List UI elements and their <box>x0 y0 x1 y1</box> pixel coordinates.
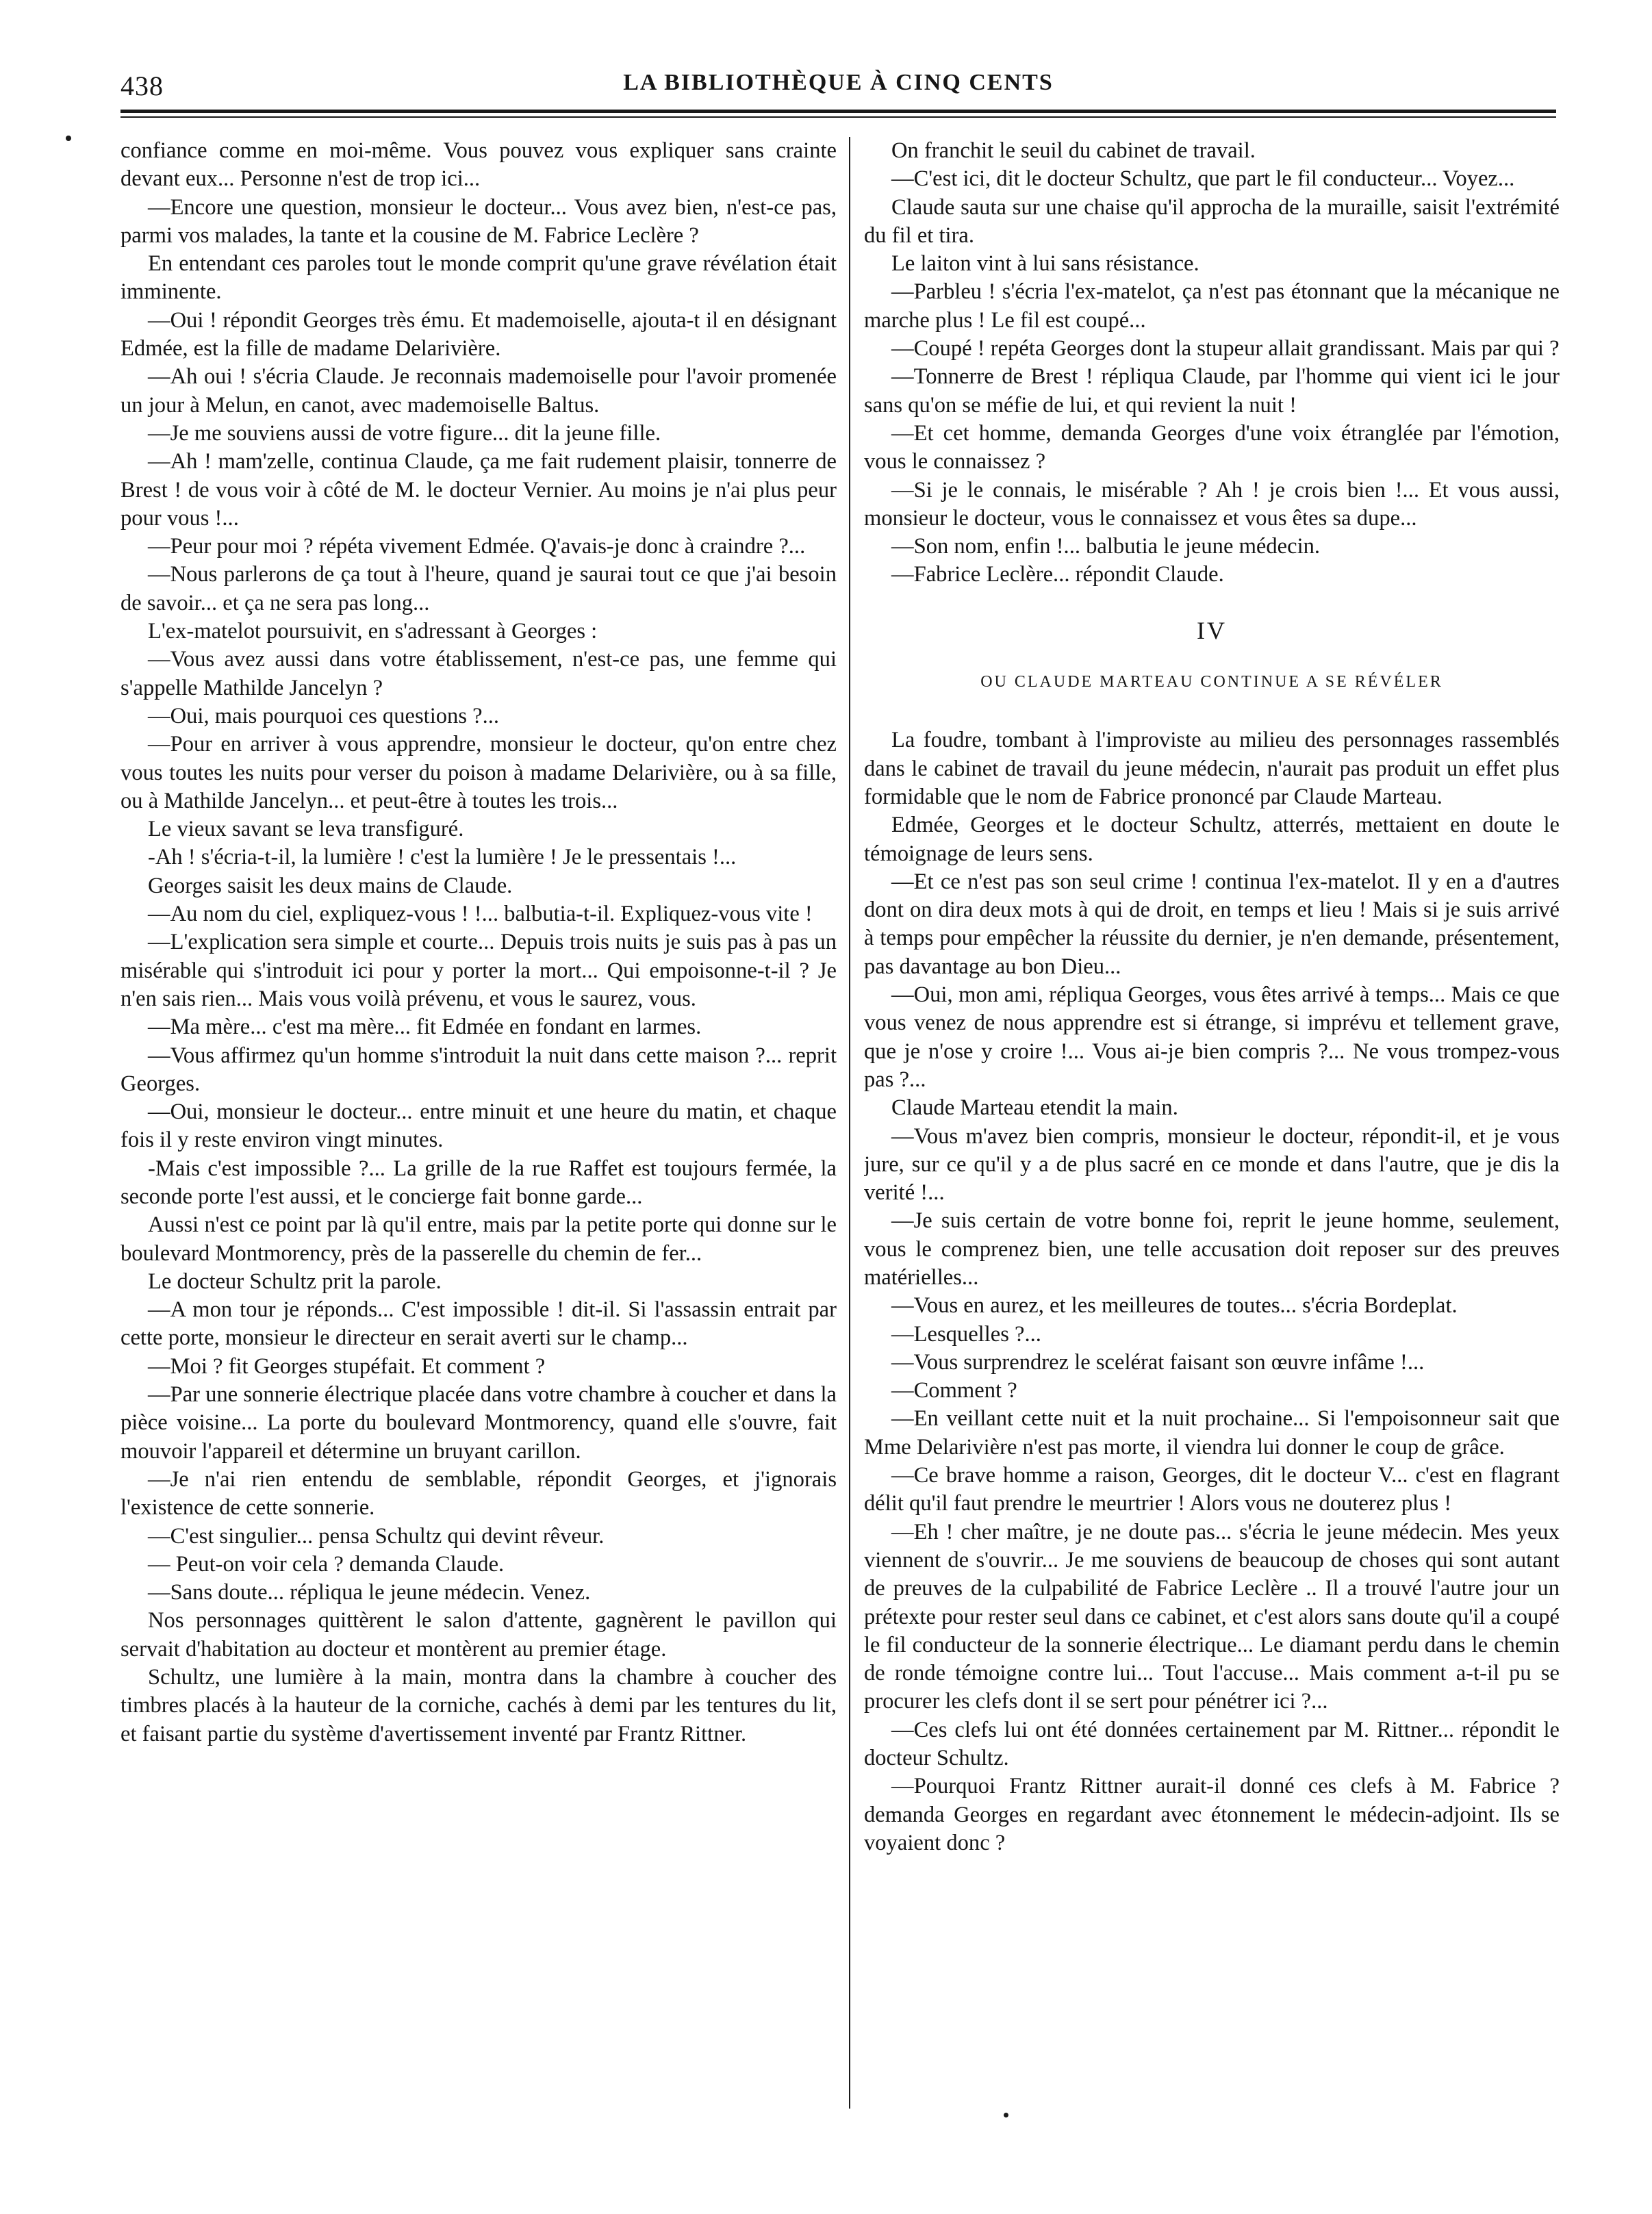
paragraph: En entendant ces paroles tout le monde comprit qu'une grave révélation était imminente. <box>120 251 837 305</box>
paragraph: Aussi n'est ce point par là qu'il entre, mais par la petite porte qui donne sur le boulevard Montmorency, près de la passerelle du chemin de fer... <box>120 1212 837 1266</box>
right-column-top-text <box>864 137 1560 589</box>
paragraph: —C'est ici, dit le docteur Schultz, que part le fil conducteur... Voyez... <box>891 166 1515 192</box>
paragraph: —Pourquoi Frantz Rittner aurait-il donné ces clefs à M. Fabrice ? demanda Georges en regardant avec étonnement le médecin-adjoint. Ils se voyaient donc ? <box>864 1774 1560 1855</box>
left-column <box>120 137 837 2111</box>
paragraph: confiance comme en moi-même. Vous pouvez vous expliquer sans crainte devant eux... Personne n'est de trop ici... <box>120 138 837 192</box>
right-column <box>864 137 1560 2111</box>
paragraph: Claude sauta sur une chaise qu'il approcha de la muraille, saisit l'extrémité du fil et tira. <box>864 194 1560 248</box>
paragraph: —Vous affirmez qu'un homme s'introduit la nuit dans cette maison ?... reprit Georges. <box>120 1043 837 1096</box>
paragraph: —Comment ? <box>891 1378 1017 1403</box>
paragraph: —Vous surprendrez le scelérat faisant son œuvre infâme !... <box>891 1349 1425 1375</box>
running-header <box>120 66 1556 107</box>
paragraph: —En veillant cette nuit et la nuit prochaine... Si l'empoisonneur sait que Mme Delarivière n'est pas morte, il viendra lui donner le coup de grâce. <box>864 1406 1560 1460</box>
paragraph: —A mon tour je réponds... C'est impossible ! dit-il. Si l'assassin entrait par cette porte, monsieur le directeur en serait averti sur le champ... <box>120 1297 837 1351</box>
paragraph: Le vieux savant se leva transfiguré. <box>148 817 464 842</box>
paragraph: On franchit le seuil du cabinet de travail. <box>891 138 1256 163</box>
paragraph: —Ce brave homme a raison, Georges, dit le docteur V... c'est en flagrant délit qu'il faut prendre le meurtrier ! Alors vous ne douterez plus ! <box>864 1463 1560 1516</box>
paragraph: La foudre, tombant à l'improviste au milieu des personnages rassemblés dans le cabinet de travail du jeune médecin, n'aurait pas produit un effet plus formidable que le nom de Fabrice prononcé par Claude Marteau. <box>864 728 1560 809</box>
paragraph: —Pour en arriver à vous apprendre, monsieur le docteur, qu'on entre chez vous toutes les nuits pour verser du poison à madame Delarivière, ou à sa fille, ou à Mathilde Jancelyn... et peut-être à toutes les trois... <box>120 732 837 813</box>
paragraph: -Ah ! s'écria-t-il, la lumière ! c'est la lumière ! Je le pressentais !... <box>148 845 737 870</box>
column-divider <box>849 137 850 2109</box>
paragraph: —Nous parlerons de ça tout à l'heure, quand je saurai tout ce que j'ai besoin de savoir... et ça ne sera pas long... <box>120 562 837 615</box>
paragraph: —Peur pour moi ? répéta vivement Edmée. Q'avais-je donc à craindre ?... <box>148 534 806 559</box>
paragraph: —Eh ! cher maître, je ne doute pas... s'écria le jeune médecin. Mes yeux viennent de s'ouvrir... Je me souviens de beaucoup de choses qui sont autant de preuves de la culpabilité de Fabrice Leclère .. Il a trouvé l'autre jour un prétexte pour rester seul dans ce cabinet, et c'est alors sans doute qu'il a coupé le fil conducteur de la sonnerie électrique... Le diamant perdu dans le chemin de ronde témoigne contre lui... Tout l'accuse... Mais comment a-t-il pu se procurer les clefs dont il se sert pour pénétrer ici ?... <box>864 1519 1560 1714</box>
paragraph: —Ma mère... c'est ma mère... fit Edmée en fondant en larmes. <box>148 1015 702 1040</box>
paragraph: —Je me souviens aussi de votre figure... dit la jeune fille. <box>148 420 661 446</box>
paragraph: —Moi ? fit Georges stupéfait. Et comment ? <box>148 1353 546 1379</box>
paragraph: —Sans doute... répliqua le jeune médecin. Venez. <box>148 1580 591 1605</box>
paragraph: Edmée, Georges et le docteur Schultz, atterrés, mettaient en doute le témoignage de leurs sens. <box>864 813 1560 866</box>
paragraph: —Oui ! répondit Georges très ému. Et mademoiselle, ajouta-t il en désignant Edmée, est la fille de madame Delarivière. <box>120 307 837 361</box>
paragraph: —L'explication sera simple et courte... Depuis trois nuits je suis pas à pas un misérable qui s'introduit ici pour y porter la mort... Qui empoisonne-t-il ? Je n'en sais rien... Mais vous voilà prévenu, et vous le saurez, vous. <box>120 930 837 1011</box>
paragraph: Nos personnages quittèrent le salon d'attente, gagnèrent le pavillon qui servait d'habitation au docteur et montèrent au premier étage. <box>120 1608 837 1662</box>
paragraph: —Coupé ! repéta Georges dont la stupeur allait grandissant. Mais par qui ? <box>891 336 1560 361</box>
margin-dot <box>66 136 71 141</box>
paragraph: —Parbleu ! s'écria l'ex-matelot, ça n'est pas étonnant que la mécanique ne marche plus ! Le fil est coupé... <box>864 279 1560 333</box>
paragraph: —Ah ! mam'zelle, continua Claude, ça me fait rudement plaisir, tonnerre de Brest ! de vous voir à côté de M. le docteur Vernier. Au moins je n'ai plus peur pour vous !... <box>120 449 837 531</box>
paragraph: L'ex-matelot poursuivit, en s'adressant à Georges : <box>148 619 598 644</box>
paragraph: —Vous m'avez bien compris, monsieur le docteur, répondit-il, et je vous jure, sur ce qu'il y a de plus sacré en ce monde et dans l'autre, que je dis la verité !... <box>864 1123 1560 1206</box>
paragraph: Georges saisit les deux mains de Claude. <box>148 873 513 898</box>
paragraph: —Si je le connais, le misérable ? Ah ! je crois bien !... Et vous aussi, monsieur le docteur, vous le connaissez et vous êtes sa dupe... <box>864 477 1560 531</box>
right-column-bottom-text <box>864 726 1560 1857</box>
header-rule-thin <box>120 116 1556 118</box>
paragraph: Le laiton vint à lui sans résistance. <box>891 251 1199 277</box>
paragraph: —Au nom du ciel, expliquez-vous ! !... balbutia-t-il. Expliquez-vous vite ! <box>148 902 813 927</box>
paragraph: —Vous en aurez, et les meilleures de toutes... s'écria Bordeplat. <box>891 1293 1458 1319</box>
paragraph: —Son nom, enfin !... balbutia le jeune médecin. <box>891 534 1321 559</box>
paragraph: —Et cet homme, demanda Georges d'une voix étranglée par l'émotion, vous le connaissez ? <box>864 420 1560 474</box>
paragraph: —Oui, mon ami, répliqua Georges, vous êtes arrivé à temps... Mais ce que vous venez de nous apprendre est si étrange, si imprévu et tellement grave, que je n'ose y croire !... Vous ai-je bien compris ?... Ne vous trompez-vous pas ?... <box>864 982 1560 1092</box>
paragraph: Schultz, une lumière à la main, montra dans la chambre à coucher des timbres placés à la hauteur de la corniche, cachés à demi par les tentures du lit, et faisant partie du système d'avertissement inventé par Frantz Rittner. <box>120 1665 837 1746</box>
footer-dot <box>1004 2113 1008 2117</box>
paragraph: —Fabrice Leclère... répondit Claude. <box>891 562 1224 587</box>
header-rule <box>120 110 1556 113</box>
paragraph: —Ah oui ! s'écria Claude. Je reconnais mademoiselle pour l'avoir promenée un jour à Melun, en canot, avec mademoiselle Baltus. <box>120 364 837 418</box>
paragraph: —Lesquelles ?... <box>891 1321 1041 1347</box>
paragraph: —Je suis certain de votre bonne foi, reprit le jeune homme, seulement, vous le comprenez bien, une telle accusation doit reposer sur des preuves matérielles... <box>864 1208 1560 1290</box>
paragraph: —Ces clefs lui ont été données certainement par M. Rittner... répondit le docteur Schultz. <box>864 1717 1560 1771</box>
paragraph: Claude Marteau etendit la main. <box>891 1095 1178 1121</box>
chapter-title: OU CLAUDE MARTEAU CONTINUE A SE RÉVÉLER <box>980 673 1443 691</box>
paragraph: Le docteur Schultz prit la parole. <box>148 1269 442 1294</box>
paragraph: —Et ce n'est pas son seul crime ! continua l'ex-matelot. Il y en a d'autres dont on dira deux mots à qui de droit, en temps et lieu ! Mais si je suis arrivé à temps pour empêcher la réussite du dernier, je n'en demande, présentement, pas davantage au bon Dieu... <box>864 869 1560 979</box>
paragraph: — Peut-on voir cela ? demanda Claude. <box>148 1551 505 1577</box>
paragraph: —Oui, mais pourquoi ces questions ?... <box>148 703 500 728</box>
paragraph: —C'est singulier... pensa Schultz qui devint rêveur. <box>148 1523 605 1549</box>
paragraph: —Tonnerre de Brest ! répliqua Claude, par l'homme qui vient ici le jour sans qu'on se méfie de lui, et qui revient la nuit ! <box>864 364 1560 418</box>
page-number: 438 <box>120 71 164 101</box>
paragraph: —Encore une question, monsieur le docteur... Vous avez bien, n'est-ce pas, parmi vos malades, la tante et la cousine de M. Fabrice Leclère ? <box>120 194 837 248</box>
chapter-number: IV <box>1197 616 1227 644</box>
paragraph: -Mais c'est impossible ?... La grille de la rue Raffet est toujours fermée, la seconde porte l'est aussi, et le concierge fait bonne garde... <box>120 1156 837 1209</box>
paragraph: —Je n'ai rien entendu de semblable, répondit Georges, et j'ignorais l'existence de cette sonnerie. <box>120 1466 837 1520</box>
paragraph: —Oui, monsieur le docteur... entre minuit et une heure du matin, et chaque fois il y reste environ vingt minutes. <box>120 1099 837 1153</box>
running-title: LA BIBLIOTHÈQUE À CINQ CENTS <box>623 70 1054 95</box>
paragraph: —Par une sonnerie électrique placée dans votre chambre à coucher et dans la pièce voisine... La porte du boulevard Montmorency, quand elle s'ouvre, fait mouvoir l'appareil et détermine un bruyant carillon. <box>120 1382 837 1464</box>
paragraph: —Vous avez aussi dans votre établissement, n'est-ce pas, une femme qui s'appelle Mathilde Jancelyn ? <box>120 647 837 700</box>
